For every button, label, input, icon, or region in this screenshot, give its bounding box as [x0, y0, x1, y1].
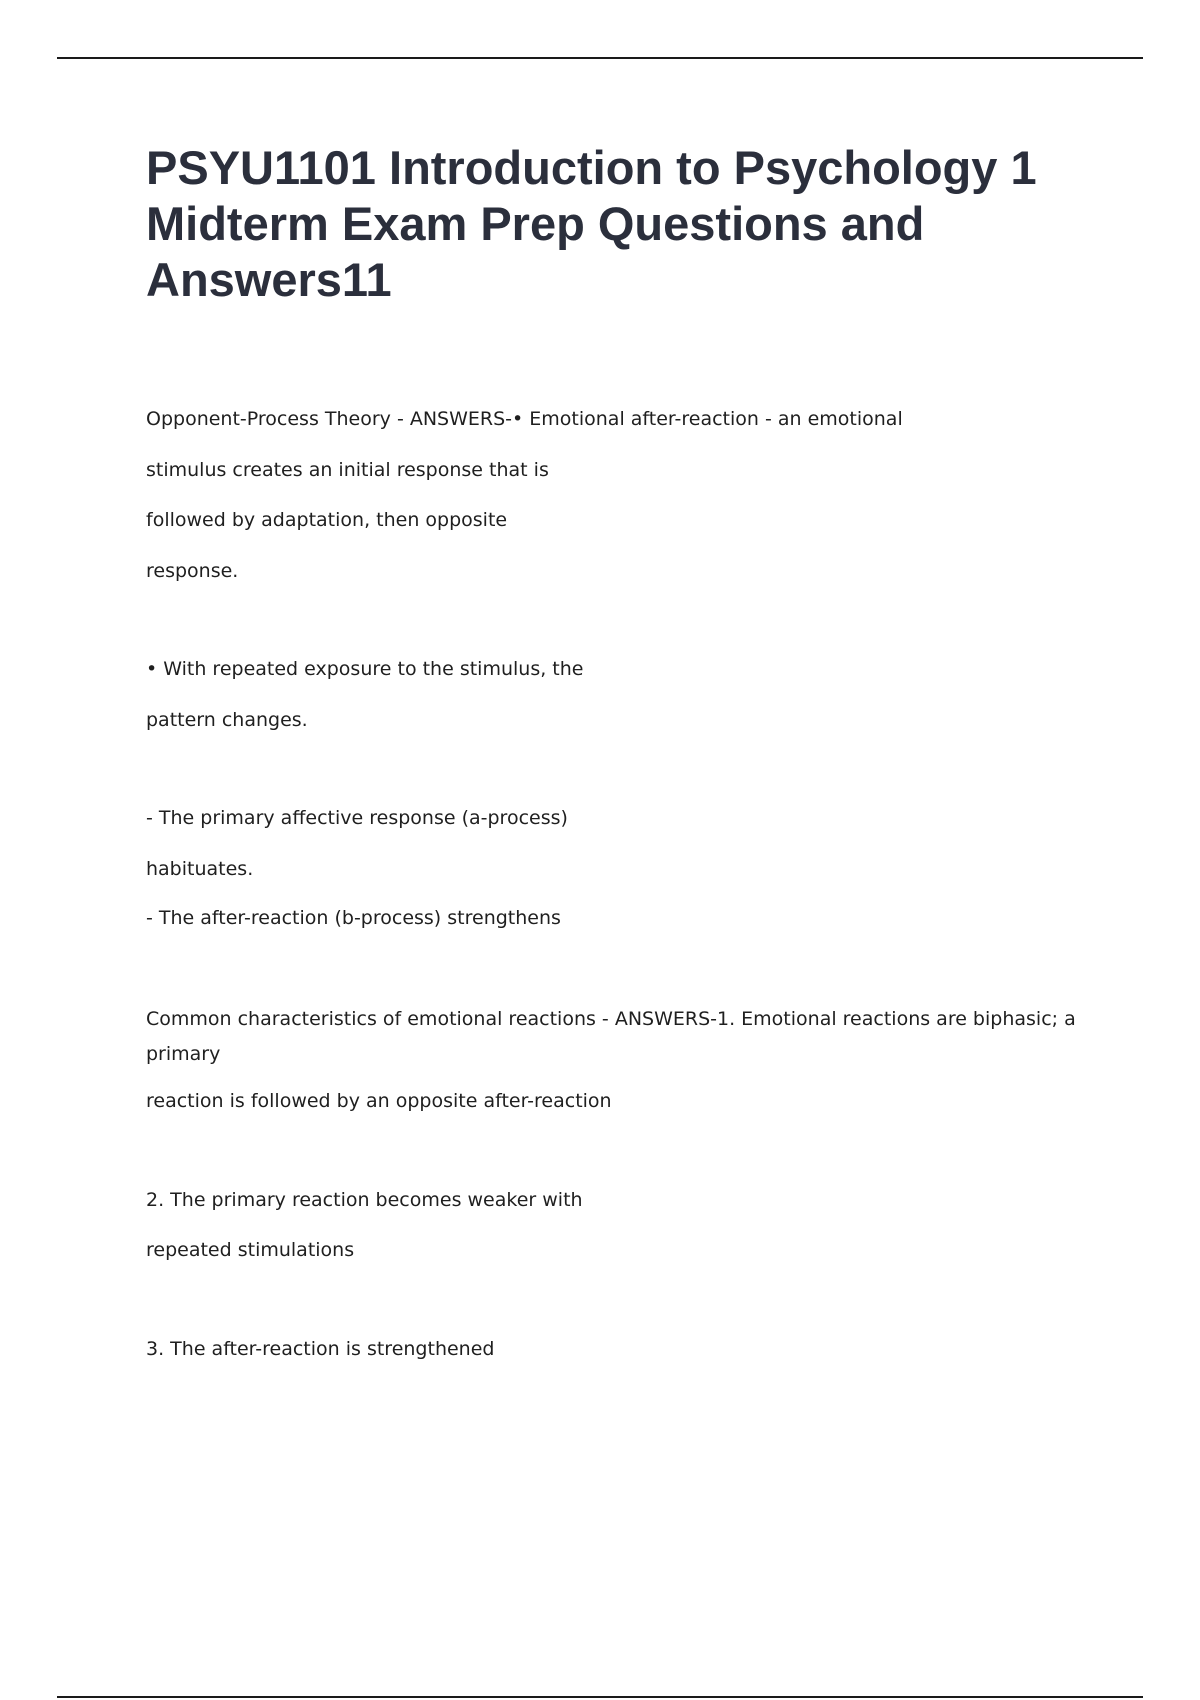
document-body: [146, 405, 1106, 1363]
text-line: pattern changes.: [146, 708, 308, 731]
paragraph-gap: [146, 1287, 1106, 1335]
paragraph-after-reaction: [146, 1335, 1106, 1363]
document-page: [146, 140, 1106, 1385]
paragraph-gap: [146, 1138, 1106, 1186]
bottom-rule: [57, 1696, 1143, 1698]
text-line: 3. The after-reaction is strengthened: [146, 1337, 495, 1360]
text-line: - The after-reaction (b-process) strengthens: [146, 906, 561, 929]
paragraph-opponent-process: [146, 405, 1106, 585]
paragraph-gap: [146, 607, 1106, 655]
text-line: habituates.: [146, 857, 254, 880]
text-line: - The primary affective response (a-process): [146, 807, 568, 829]
document-title: PSYU1101 Introduction to Psychology 1 Midterm Exam Prep Questions and Answers11: [146, 141, 1037, 306]
paragraph-primary-weaker: [146, 1186, 1106, 1265]
paragraph-repeated-exposure: [146, 655, 1106, 734]
top-rule: [57, 57, 1143, 59]
text-line: reaction is followed by an opposite after-reaction: [146, 1090, 612, 1112]
text-line: Common characteristics of emotional reactions - ANSWERS-1. Emotional reactions are biphasic; a primary: [146, 1008, 1076, 1065]
text-line: Opponent-Process Theory - ANSWERS-• Emotional after-reaction - an emotional: [146, 408, 903, 430]
text-line: followed by adaptation, then opposite: [146, 509, 508, 531]
paragraph-gap: [146, 756, 1106, 804]
paragraph-common-characteristics: [146, 1002, 1106, 1115]
text-line: response.: [146, 559, 239, 582]
paragraph-processes: [146, 804, 1106, 932]
text-line: 2. The primary reaction becomes weaker with: [146, 1188, 583, 1211]
text-line: • With repeated exposure to the stimulus, the: [146, 658, 584, 680]
text-line: repeated stimulations: [146, 1239, 355, 1261]
paragraph-gap: [146, 954, 1106, 1002]
text-line: stimulus creates an initial response that is: [146, 458, 549, 481]
